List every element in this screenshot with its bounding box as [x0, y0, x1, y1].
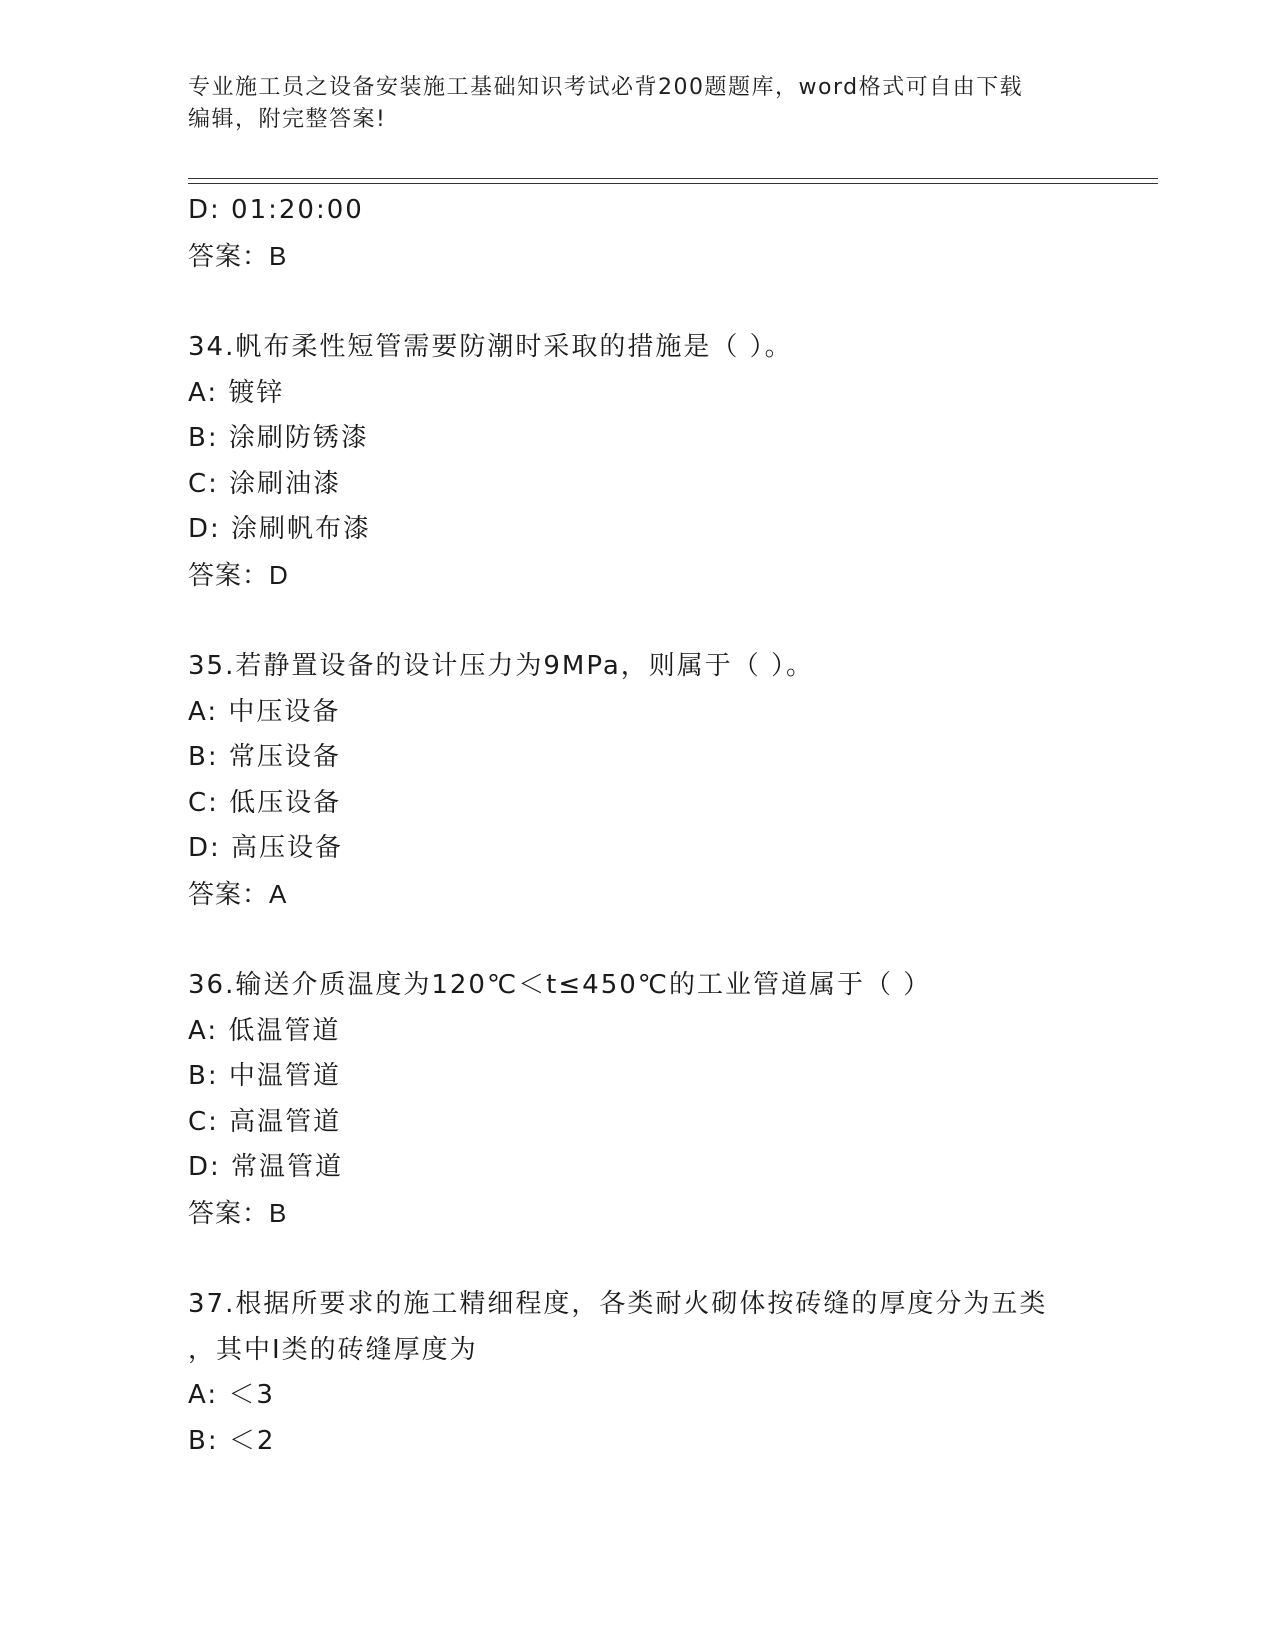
option-b: B: ＜2 [188, 1425, 276, 1456]
answer: 答案：B [188, 240, 288, 271]
question-37 [188, 1282, 1088, 1464]
question-stem-line-2: ，其中Ⅰ类的砖缝厚度为 [188, 1334, 478, 1365]
option-c: C: 低压设备 [188, 787, 342, 818]
header-divider [188, 178, 1158, 184]
spacer [188, 917, 1088, 963]
spacer [188, 1236, 1088, 1282]
option-b: B: 中温管道 [188, 1061, 341, 1091]
option-a: A: 中压设备 [188, 696, 341, 727]
question-34 [188, 325, 1088, 598]
question-35 [188, 644, 1088, 917]
option-d: D: 涂刷帆布漆 [188, 514, 372, 544]
option-d: D: 01:20:00 [188, 195, 364, 225]
question-stem-line-1: 37.根据所要求的施工精细程度，各类耐火砌体按砖缝的厚度分为五类 [188, 1289, 1048, 1319]
option-a: A: 低温管道 [188, 1015, 341, 1046]
answer: 答案：B [188, 1197, 288, 1228]
question-36 [188, 963, 1088, 1236]
option-d: D: 常温管道 [188, 1152, 344, 1182]
question-stem: 34.帆布柔性短管需要防潮时采取的措施是（ ）。 [188, 332, 793, 362]
question-stem: 36.输送介质温度为120℃＜t≤450℃的工业管道属于（ ） [188, 970, 932, 1000]
spacer [188, 598, 1088, 644]
option-b: B: 常压设备 [188, 742, 341, 772]
spacer [188, 279, 1088, 325]
option-a: A: ＜3 [188, 1380, 275, 1410]
answer: 答案：D [188, 559, 289, 590]
page-header [188, 72, 1088, 136]
header-line-1: 专业施工员之设备安装施工基础知识考试必背200题题库，word格式可自由下载 [188, 75, 1024, 100]
document-body [188, 188, 1088, 1464]
option-a: A: 镀锌 [188, 377, 285, 408]
answer: 答案：A [188, 878, 288, 909]
option-c: C: 涂刷油漆 [188, 468, 342, 499]
option-d: D: 高压设备 [188, 833, 344, 863]
option-b: B: 涂刷防锈漆 [188, 423, 369, 453]
header-line-2: 编辑，附完整答案! [188, 107, 387, 132]
question-stem: 35.若静置设备的设计压力为9MPa，则属于（ ）。 [188, 651, 815, 681]
previous-question-tail [188, 188, 1088, 279]
option-c: C: 高温管道 [188, 1106, 342, 1137]
